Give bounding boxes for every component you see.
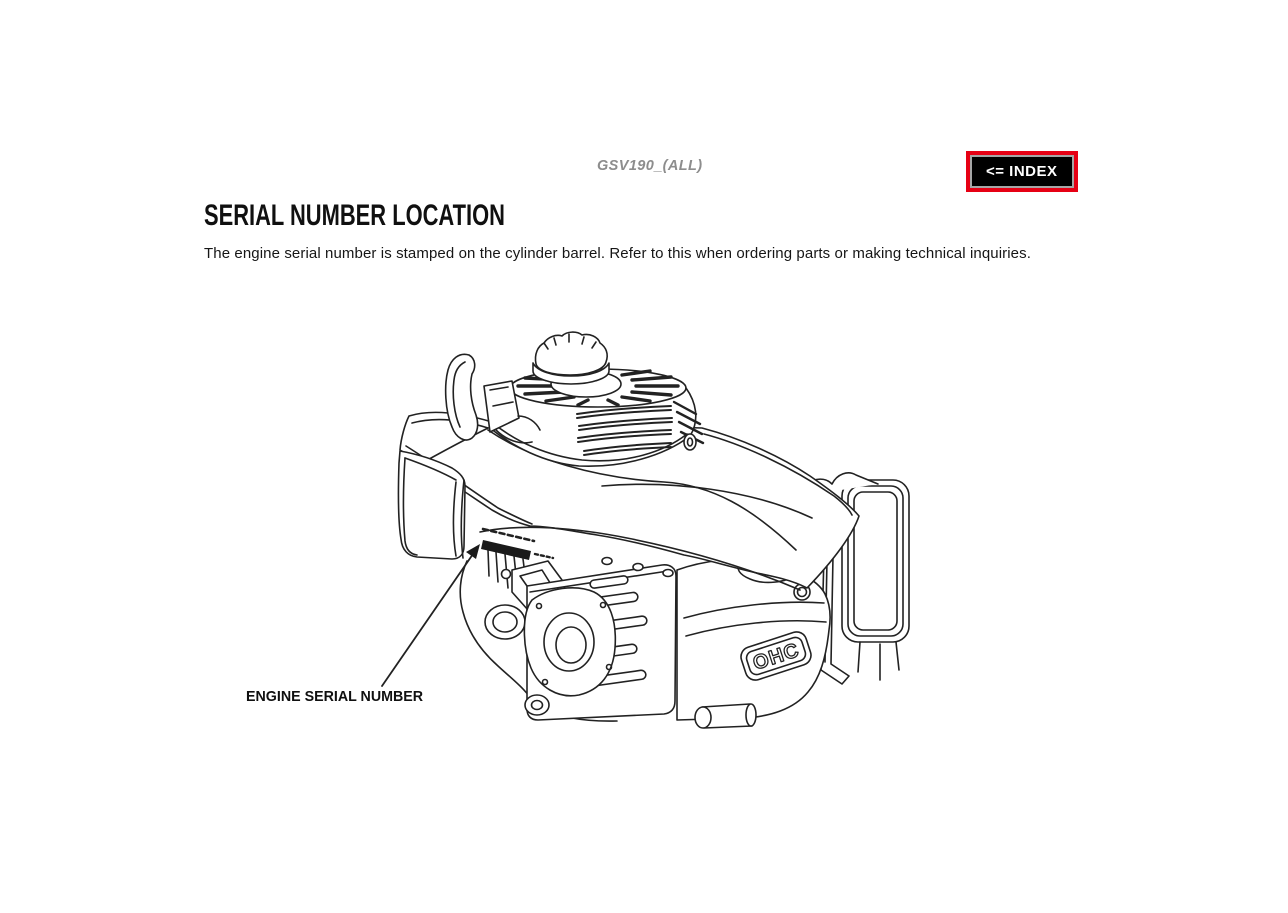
- model-label: GSV190_(ALL): [597, 158, 703, 174]
- index-button[interactable]: [966, 151, 1078, 192]
- index-button-frame: [970, 155, 1074, 188]
- fuel-cap: [533, 332, 609, 384]
- serial-number-callout: ENGINE SERIAL NUMBER: [246, 688, 424, 705]
- body-text: The engine serial number is stamped on the cylinder barrel. Refer to this when ordering parts or making technical inquiries.: [204, 245, 1031, 262]
- page-title: SERIAL NUMBER LOCATION: [204, 199, 505, 232]
- cover-clip: [684, 434, 696, 450]
- muffler-protector: [524, 588, 615, 696]
- ohc-badge-text: OHC: [750, 639, 803, 675]
- engine-figure: [372, 318, 932, 748]
- index-button-label: <= INDEX: [986, 163, 1058, 180]
